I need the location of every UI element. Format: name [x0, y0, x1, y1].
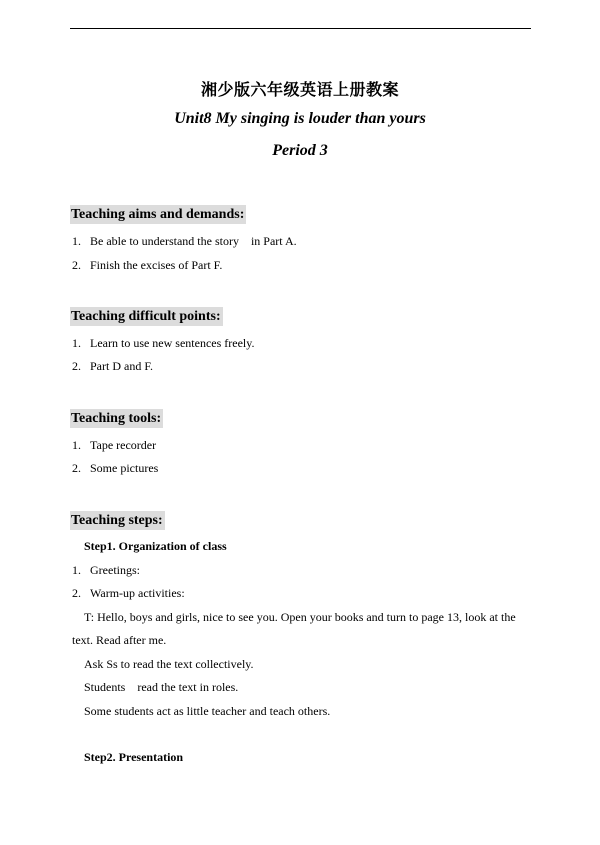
- tools-heading: Teaching tools:: [71, 411, 162, 426]
- paragraph-line-2: text. Read after me.: [72, 633, 167, 647]
- header-rule: [70, 28, 531, 29]
- unit-title: Unit8 My singing is louder than yours: [174, 110, 426, 127]
- step1-item-2: [72, 585, 185, 601]
- tools-item-1: [72, 437, 156, 453]
- step1-item-1: [72, 562, 140, 578]
- aims-item-2: [72, 257, 222, 273]
- paragraph-line-5: Some students act as little teacher and teach others.: [84, 704, 331, 718]
- item-text: Warm-up activities:: [90, 586, 185, 600]
- steps-heading: Teaching steps:: [71, 513, 163, 528]
- paragraph-line-1: T: Hello, boys and girls, nice to see you. Open your books and turn to page 13, look at the: [84, 610, 516, 624]
- period-title: Period 3: [272, 142, 328, 159]
- item-number: 2.: [72, 461, 81, 475]
- item-text: Some pictures: [90, 461, 159, 475]
- paragraph-line-3: Ask Ss to read the text collectively.: [84, 657, 254, 671]
- aims-heading: Teaching aims and demands:: [71, 207, 245, 222]
- step1-title: Step1. Organization of class: [84, 539, 227, 553]
- aims-item-1: [72, 233, 297, 249]
- chinese-title: 湘少版六年级英语上册教案: [200, 80, 399, 99]
- item-number: 1.: [72, 438, 81, 452]
- item-number: 1.: [72, 563, 81, 577]
- difficult-heading: Teaching difficult points:: [71, 309, 221, 324]
- step2-title: Step2. Presentation: [84, 750, 184, 764]
- item-number: 1.: [72, 336, 81, 350]
- item-number: 2.: [72, 359, 81, 373]
- difficult-item-1: [72, 335, 254, 351]
- item-text: Finish the excises of Part F.: [90, 258, 223, 272]
- item-number: 2.: [72, 258, 81, 272]
- paragraph-line-4: Students read the text in roles.: [84, 680, 239, 694]
- item-text: Part D and F.: [90, 359, 154, 373]
- difficult-item-2: [72, 358, 153, 374]
- item-text: Greetings:: [90, 563, 140, 577]
- item-text: Tape recorder: [90, 438, 157, 452]
- item-number: 2.: [72, 586, 81, 600]
- item-text: Be able to understand the story in Part A.: [90, 234, 297, 248]
- item-number: 1.: [72, 234, 81, 248]
- item-text: Learn to use new sentences freely.: [90, 336, 255, 350]
- tools-item-2: [72, 460, 158, 476]
